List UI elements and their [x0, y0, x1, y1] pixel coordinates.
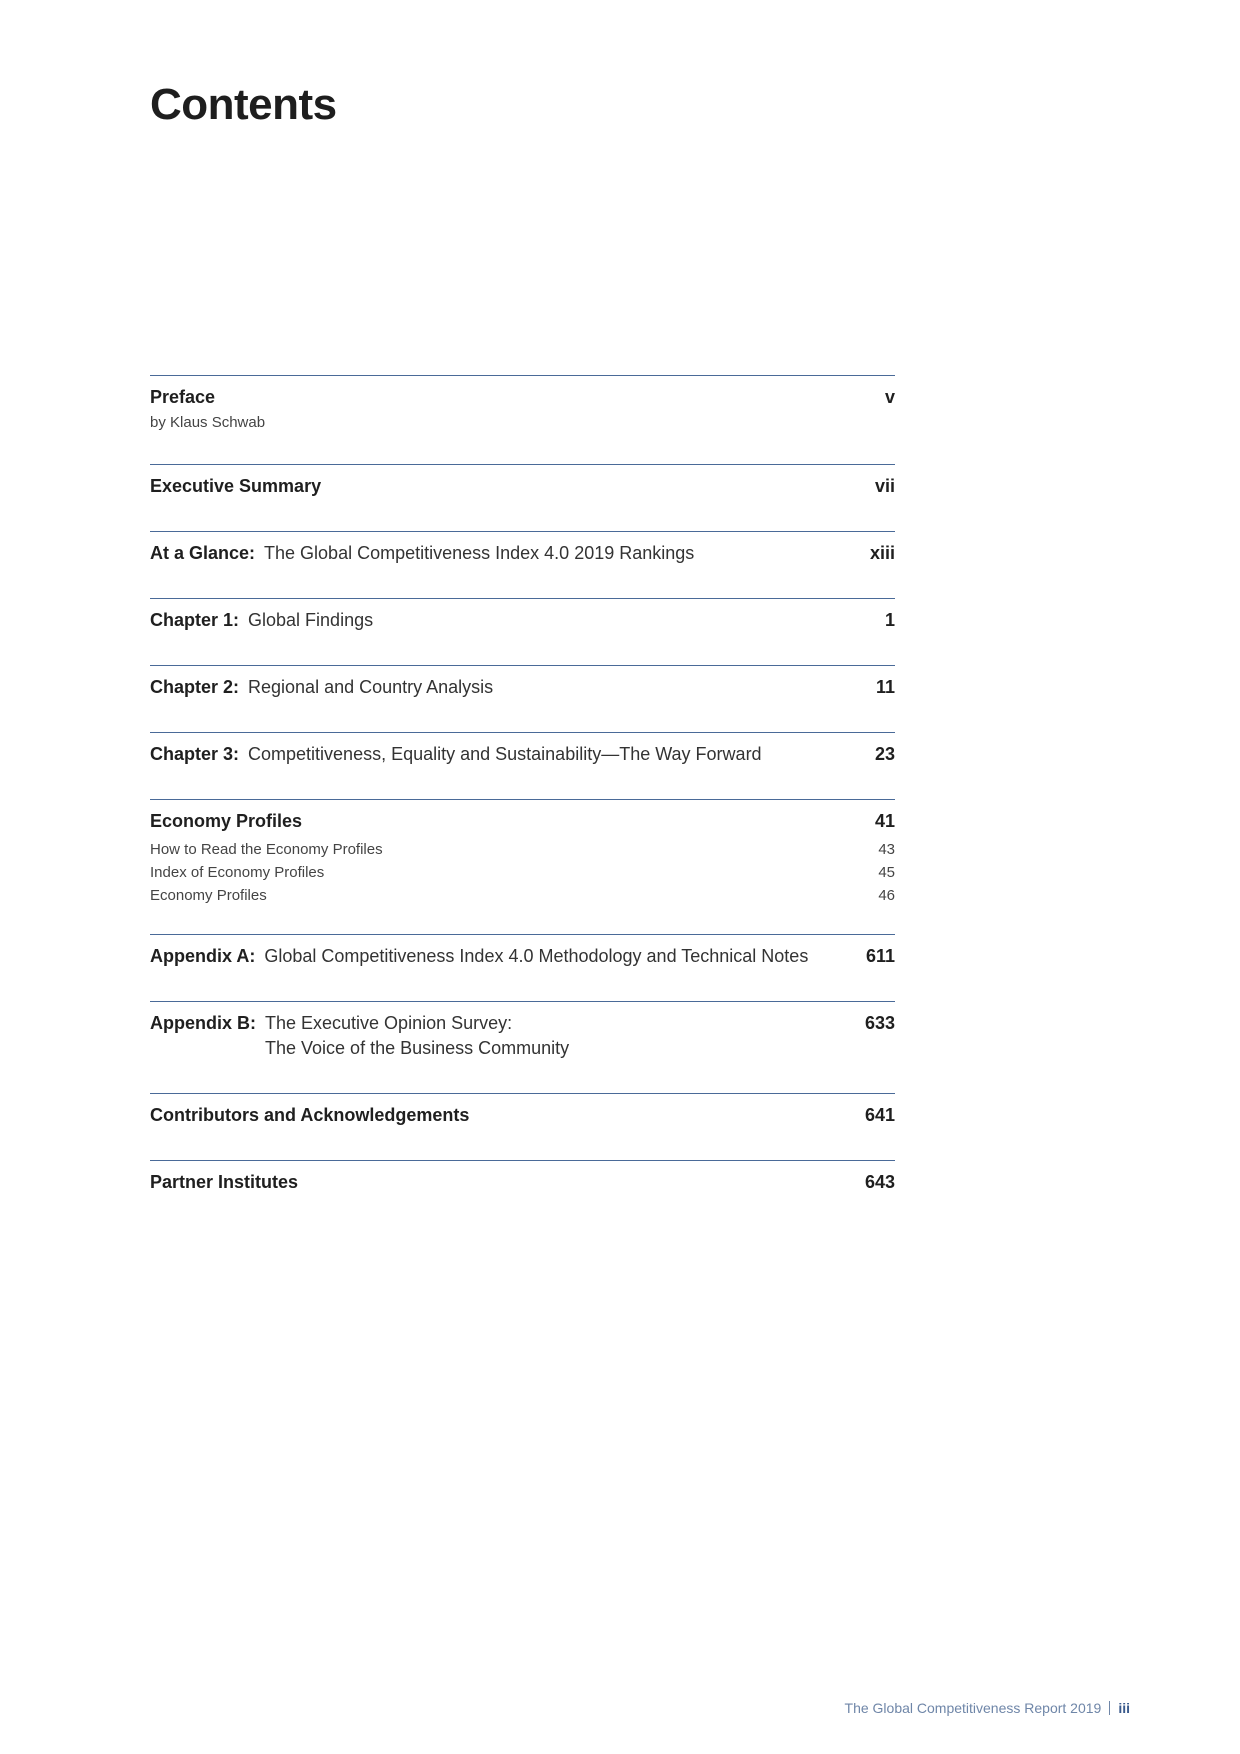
toc-entry-appendix-b[interactable]: [150, 1001, 895, 1093]
toc-entry-appendix-a[interactable]: [150, 934, 895, 1001]
entry-page-number: 1: [884, 610, 895, 630]
entry-page-number: 611: [865, 946, 895, 966]
entry-page-number: 643: [864, 1172, 895, 1192]
sub-entry-title: Index of Economy Profiles: [150, 864, 325, 881]
toc-entry-executive-summary[interactable]: [150, 464, 895, 531]
entry-title: Regional and Country Analysis: [248, 677, 494, 697]
toc-entry-at-a-glance[interactable]: [150, 531, 895, 598]
entry-label: At a Glance:: [150, 543, 256, 563]
entry-label: Partner Institutes: [150, 1172, 299, 1192]
sub-entry-title: How to Read the Economy Profiles: [150, 841, 383, 858]
sub-entry-index[interactable]: [150, 861, 895, 884]
table-of-contents: [150, 375, 895, 1227]
entry-title: [265, 1011, 569, 1061]
entry-label: Preface: [150, 387, 216, 407]
sub-entry-page-number: 45: [878, 864, 895, 881]
entry-label: Appendix B:: [150, 1013, 256, 1033]
footer-divider: [1109, 1701, 1110, 1715]
entry-label: Executive Summary: [150, 476, 322, 496]
entry-label: Chapter 3:: [150, 744, 240, 764]
toc-entry-partner-institutes[interactable]: [150, 1160, 895, 1227]
entry-label: Chapter 2:: [150, 677, 240, 697]
entry-title: The Global Competitiveness Index 4.0 2019 Rankings: [264, 543, 695, 563]
entry-title-line-2: The Voice of the Business Community: [265, 1038, 570, 1058]
page-title: Contents: [150, 80, 337, 129]
footer-report-title: The Global Competitiveness Report 2019: [844, 1700, 1102, 1716]
toc-entry-chapter-2[interactable]: [150, 665, 895, 732]
entry-label: Appendix A:: [150, 946, 256, 966]
sub-entry-how-to-read[interactable]: [150, 838, 895, 861]
entry-page-number: 633: [864, 1013, 895, 1033]
toc-entry-contributors[interactable]: [150, 1093, 895, 1160]
toc-entry-chapter-1[interactable]: [150, 598, 895, 665]
entry-page-number: xiii: [869, 543, 895, 563]
entry-title: Global Findings: [248, 610, 374, 630]
sub-entry-page-number: 43: [878, 841, 895, 858]
footer-page-number: iii: [1118, 1700, 1130, 1716]
entry-page-number: 41: [874, 811, 895, 831]
entry-page-number: 23: [874, 744, 895, 764]
entry-title-line-1: The Executive Opinion Survey:: [265, 1013, 513, 1033]
entry-label: Contributors and Acknowledgements: [150, 1105, 470, 1125]
entry-label: Chapter 1:: [150, 610, 240, 630]
sub-entry-page-number: 46: [878, 887, 895, 904]
toc-entry-preface[interactable]: [150, 375, 895, 464]
toc-entry-chapter-3[interactable]: [150, 732, 895, 799]
entry-byline: by Klaus Schwab: [150, 414, 266, 431]
entry-page-number: 641: [864, 1105, 895, 1125]
entry-page-number: 11: [875, 677, 895, 697]
entry-page-number: vii: [874, 476, 895, 496]
sub-entry-list: [150, 838, 895, 907]
entry-title: Global Competitiveness Index 4.0 Methodology and Technical Notes: [264, 946, 809, 966]
page-footer: [845, 1700, 1130, 1716]
entry-title: Competitiveness, Equality and Sustainability—The Way Forward: [248, 744, 762, 764]
sub-entry-economy-profiles[interactable]: [150, 884, 895, 907]
toc-entry-economy-profiles[interactable]: [150, 799, 895, 934]
entry-label: Economy Profiles: [150, 811, 303, 831]
entry-page-number: v: [884, 387, 895, 407]
sub-entry-title: Economy Profiles: [150, 887, 267, 904]
